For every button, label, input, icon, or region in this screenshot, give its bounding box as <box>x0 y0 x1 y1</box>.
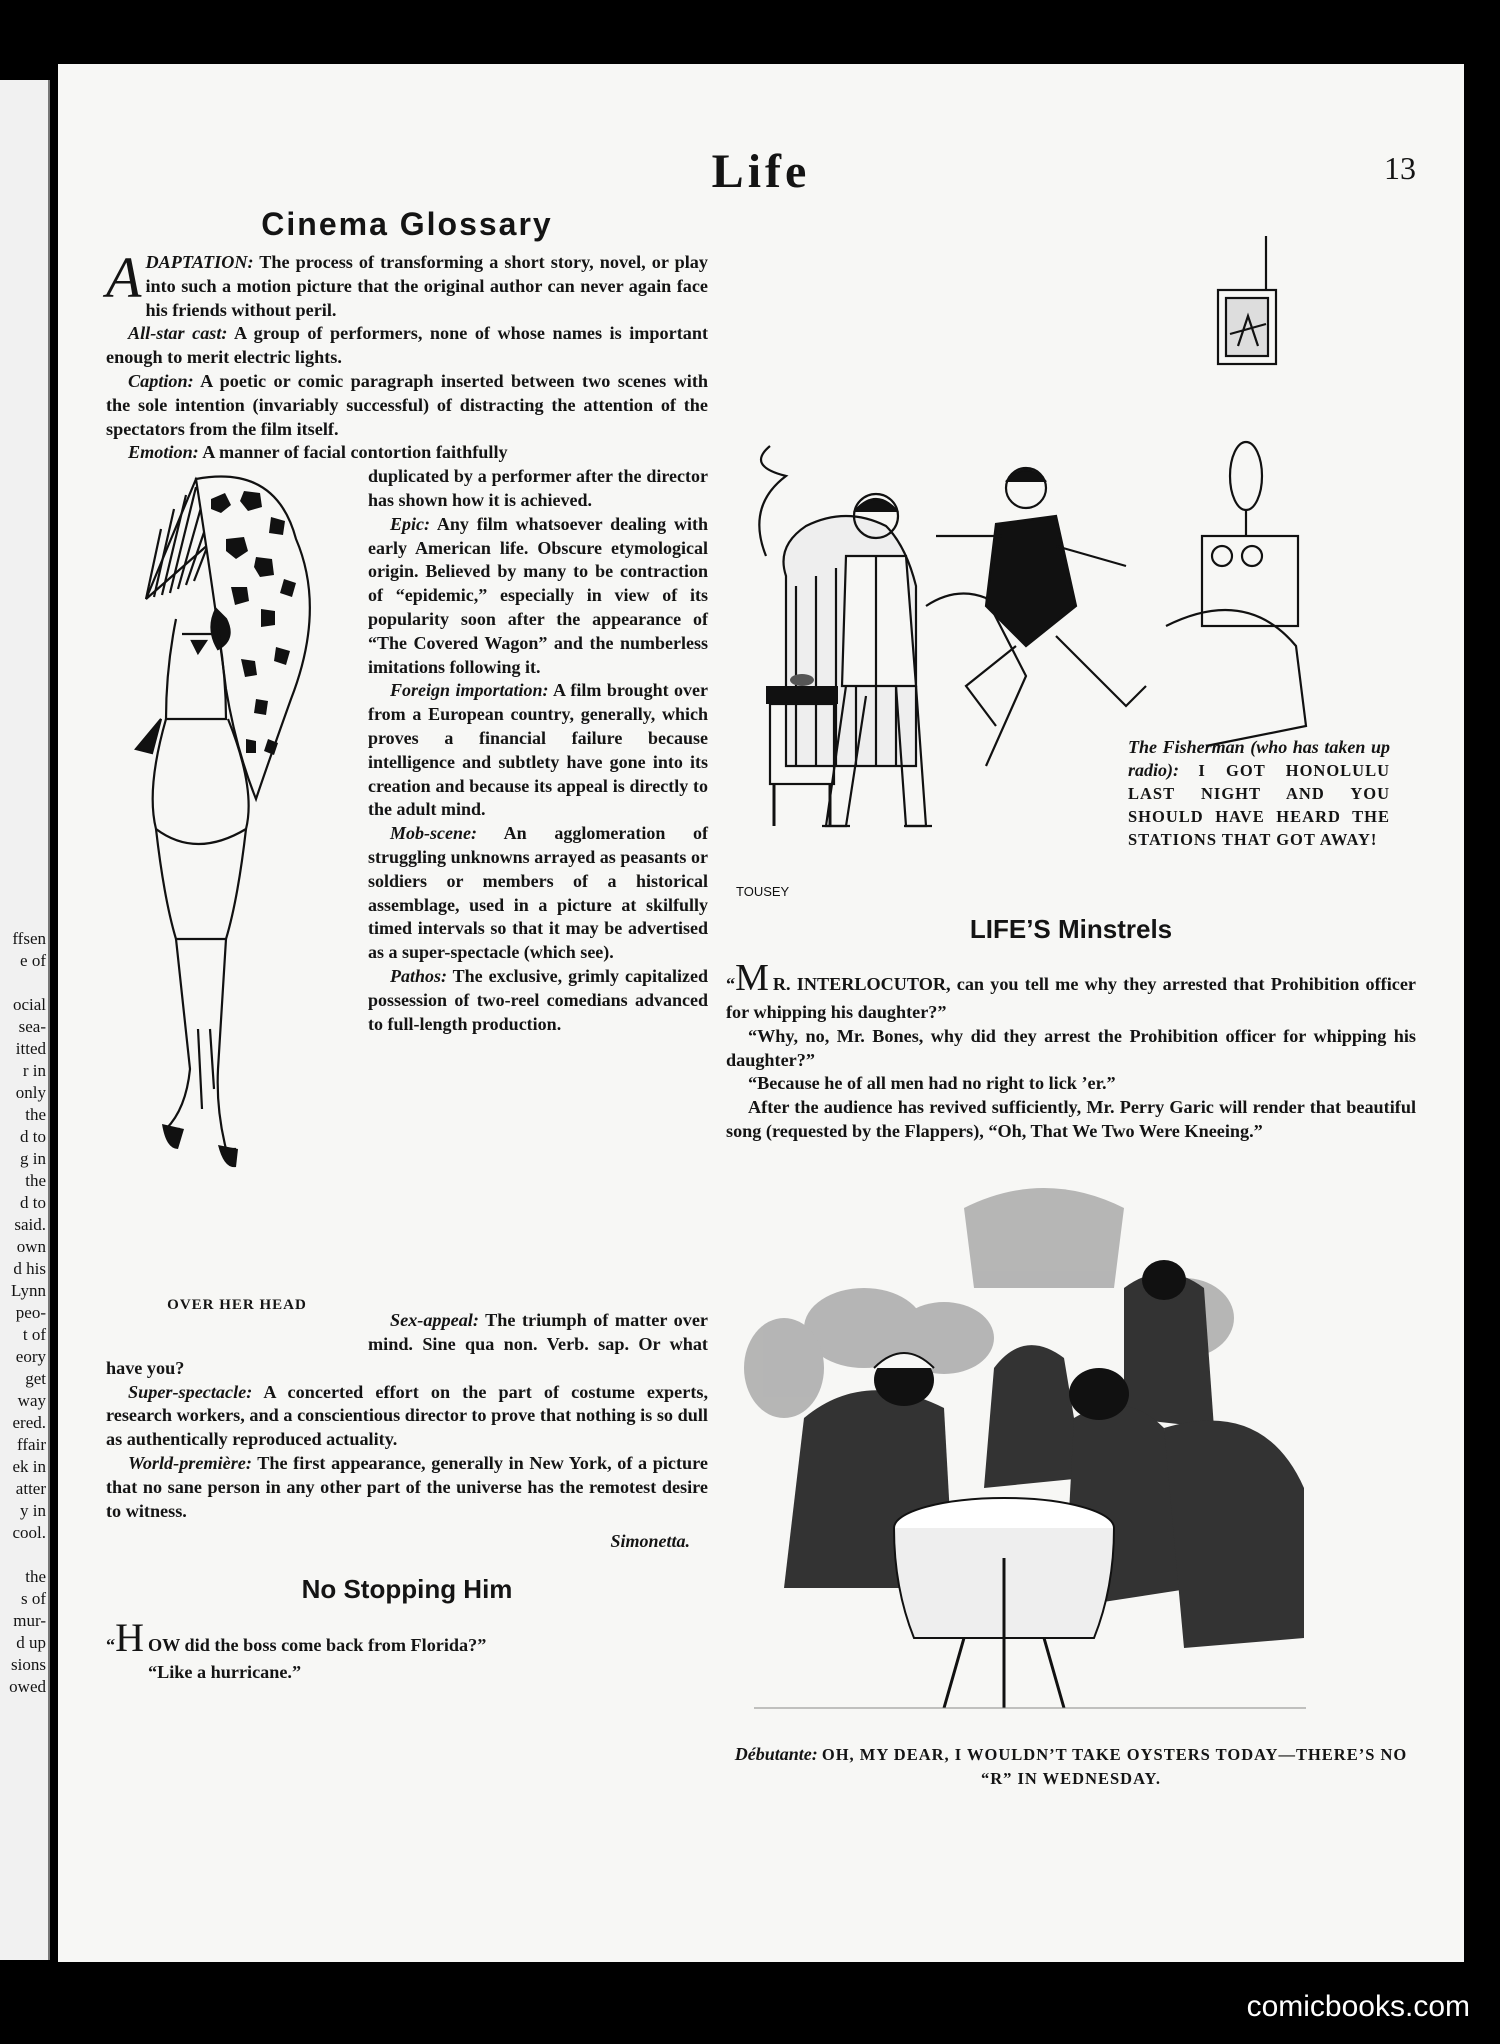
adjacent-page-text: ffair <box>17 1435 46 1454</box>
glossary-definition: Any film whatsoever dealing with early American life. Obscure etymological origin. Believed by many to be contraction of “epidemic,” especially in view of its popularity soon after the appearance of “The Covered Wagon” and the numberless imitations following it. <box>368 513 708 677</box>
adjacent-page-text: cool. <box>12 1523 46 1542</box>
glossary-dropcap: A <box>106 245 142 310</box>
adjacent-page-text: r in <box>22 1061 46 1080</box>
no-stopping-text1: OW did the boss come back from Florida?” <box>147 1635 487 1656</box>
cartoon2-caption-lead: Débutante: <box>734 1743 818 1764</box>
left-column <box>106 206 708 1685</box>
glossary-entry <box>106 1381 708 1452</box>
glossary-entry <box>106 1452 708 1523</box>
glossary-definition: The triumph of matter over mind. Sine qua non. Verb. sap. Or what have you? <box>106 1310 708 1378</box>
cartoon2-caption-rest: OH, MY DEAR, I WOULDN’T TAKE OYSTERS TODAY—THERE’S NO “R” IN WEDNESDAY. <box>821 1744 1408 1788</box>
adjacent-page-text: the <box>25 1171 46 1190</box>
no-stopping-dropcap: H <box>115 1615 144 1661</box>
glossary-definition: A film brought over from a European country, generally, which proves a financial failure because intelligence and subtlety have gone into its creation and because its appeal is directly to the adult mind. <box>368 680 709 820</box>
adjacent-page-text: peo- <box>15 1303 46 1322</box>
adjacent-page-text: owed <box>9 1677 46 1696</box>
adjacent-page-text: g in <box>20 1149 46 1168</box>
adjacent-page-text: itted <box>15 1039 46 1058</box>
adjacent-page-text: ered. <box>12 1413 46 1432</box>
glossary-definition: A manner of facial contortion faithfully <box>198 442 508 463</box>
glossary-signoff: Simonetta. <box>610 1531 690 1552</box>
glossary-definition: An agglomeration of struggling unknowns arrayed as peasants or soldiers or members of a historical assemblage, used in a picture at skilfully timed intervals so that it may be advertised as a super-spectacle (which see). <box>368 823 708 963</box>
cartoon1-caption-rest: I GOT HONOLULU LAST NIGHT AND YOU SHOULD HAVE HEARD THE STATIONS THAT GOT AWAY! <box>1128 761 1390 849</box>
glossary-definition: duplicated by a performer after the director has shown how it is achieved. <box>368 466 708 510</box>
glossary-term: Sex-appeal: <box>390 1310 479 1331</box>
minstrels-p1: “M R. INTERLOCUTOR, can you tell me why they arrested that Prohibition officer for whipping his daughter?” <box>726 957 1416 1022</box>
minstrels-p2: “Why, no, Mr. Bones, why did they arrest the Prohibition officer for whipping his daughter?” <box>726 1025 1416 1070</box>
no-stopping-title: No Stopping Him <box>301 1574 513 1605</box>
glossary-term: Pathos: <box>390 965 448 986</box>
glossary-definition: The process of transforming a short story, novel, or play into such a motion picture that the original author can never again face his friends without peril. <box>145 252 708 320</box>
adjacent-page-text: Lynn <box>11 1281 46 1300</box>
adjacent-page-text: d to <box>20 1193 46 1212</box>
glossary-definition: The first appearance, generally in New York, of a picture that no sane person in any other part of the universe has the remotest desire to witness. <box>106 1452 708 1521</box>
no-stopping-him-section <box>106 1574 708 1685</box>
adjacent-page-text: sea- <box>18 1017 46 1036</box>
glossary-term: Epic: <box>390 513 430 534</box>
page-number: 13 <box>1384 150 1416 186</box>
glossary-term: All-star cast: <box>128 323 228 344</box>
minstrels-p1-text: R. INTERLOCUTOR, can you tell me why they arrested that Prohibition officer for whipping his daughter?” <box>726 974 1416 1022</box>
adjacent-page-text: mur- <box>13 1611 46 1630</box>
artist-signature: TOUSEY <box>736 884 790 899</box>
adjacent-page-text: e of <box>20 951 46 970</box>
adjacent-page-text: get <box>25 1369 46 1388</box>
glossary-wrap-area <box>106 465 708 1349</box>
minstrels-title: LIFE’S Minstrels <box>969 914 1173 944</box>
adjacent-page-text: d his <box>13 1259 46 1278</box>
glossary-entry <box>106 322 708 370</box>
illustration-woman-with-hat <box>106 469 368 1289</box>
glossary-definition: A group of performers, none of whose names is important enough to merit electric lights. <box>106 323 709 368</box>
glossary-title: Cinema Glossary <box>261 206 553 242</box>
right-column <box>726 206 1416 1791</box>
adjacent-page-text: t of <box>22 1325 46 1344</box>
glossary-term: Super-spectacle: <box>128 1381 253 1402</box>
no-stopping-line2: “Like a hurricane.” <box>148 1662 302 1683</box>
no-stopping-line1: “H OW did the boss come back from Florida?” <box>106 1615 487 1661</box>
cartoon-debutante <box>744 1168 1316 1736</box>
cartoon-fisherman-radio <box>726 206 1416 906</box>
glossary-definition: A poetic or comic paragraph inserted between two scenes with the sole intention (invariably successful) of distracting the attention of the spectators from the film itself. <box>106 370 708 439</box>
adjacent-page-text: ffsen <box>12 929 46 948</box>
glossary-entry <box>106 441 708 465</box>
adjacent-page-text: eory <box>15 1347 46 1366</box>
adjacent-page-text: s of <box>20 1589 46 1608</box>
adjacent-page-text: said. <box>14 1215 46 1234</box>
minstrels-dropcap: M <box>735 957 769 999</box>
cartoon2-caption <box>726 1742 1416 1791</box>
adjacent-page-text: way <box>17 1391 46 1410</box>
figure-caption: OVER HER HEAD <box>167 1297 307 1314</box>
masthead: Life <box>711 145 811 198</box>
magazine-page <box>58 64 1464 1962</box>
adjacent-page-fragment <box>0 80 50 1960</box>
adjacent-page-text: own <box>16 1237 46 1256</box>
glossary-term: DAPTATION: <box>145 252 254 272</box>
glossary-term: Caption: <box>128 370 194 391</box>
minstrels-p3: “Because he of all men had no right to lick ’er.” <box>748 1073 1116 1094</box>
glossary-entries-top <box>106 245 709 465</box>
adjacent-page-text: only <box>15 1083 46 1102</box>
adjacent-page-text: ek in <box>12 1457 46 1476</box>
glossary-definition: The exclusive, grimly capitalized possession of two-reel comedians advanced to full-length production. <box>368 965 708 1034</box>
adjacent-page-text: d to <box>20 1127 46 1146</box>
illustration-restaurant-scene <box>744 1168 1316 1736</box>
glossary-term: Emotion: <box>128 442 199 463</box>
glossary-entry <box>106 370 708 441</box>
adjacent-page-text: ocial <box>12 995 46 1014</box>
cartoon1-caption <box>1128 736 1390 851</box>
adjacent-page-text: atter <box>15 1479 46 1498</box>
glossary-term: Foreign importation: <box>390 680 549 701</box>
figure-over-her-head <box>106 469 368 1349</box>
adjacent-page-text: d up <box>16 1633 46 1652</box>
glossary-term: World-première: <box>128 1452 252 1473</box>
adjacent-page-text: sions <box>11 1655 46 1674</box>
glossary-entry <box>106 245 708 322</box>
site-watermark: comicbooks.com <box>1246 1990 1470 2023</box>
adjacent-page-text: the <box>25 1567 46 1586</box>
lifes-minstrels-section <box>726 914 1416 1144</box>
cartoon1-caption-lead: The Fisherman (who has taken up radio): <box>1128 737 1390 780</box>
minstrels-p4: After the audience has revived sufficiently, Mr. Perry Garic will render that beautiful song (requested by the Flappers), “Oh, That We Two Were Kneeing.” <box>726 1097 1416 1141</box>
adjacent-page-text: the <box>25 1105 46 1124</box>
glossary-term: Mob-scene: <box>390 823 477 844</box>
glossary-definition: A concerted effort on the part of costume experts, research workers, and a conscientious director to prove that nothing is so dull as authentically reproduced actuality. <box>106 1381 708 1450</box>
adjacent-page-text: y in <box>20 1501 46 1520</box>
